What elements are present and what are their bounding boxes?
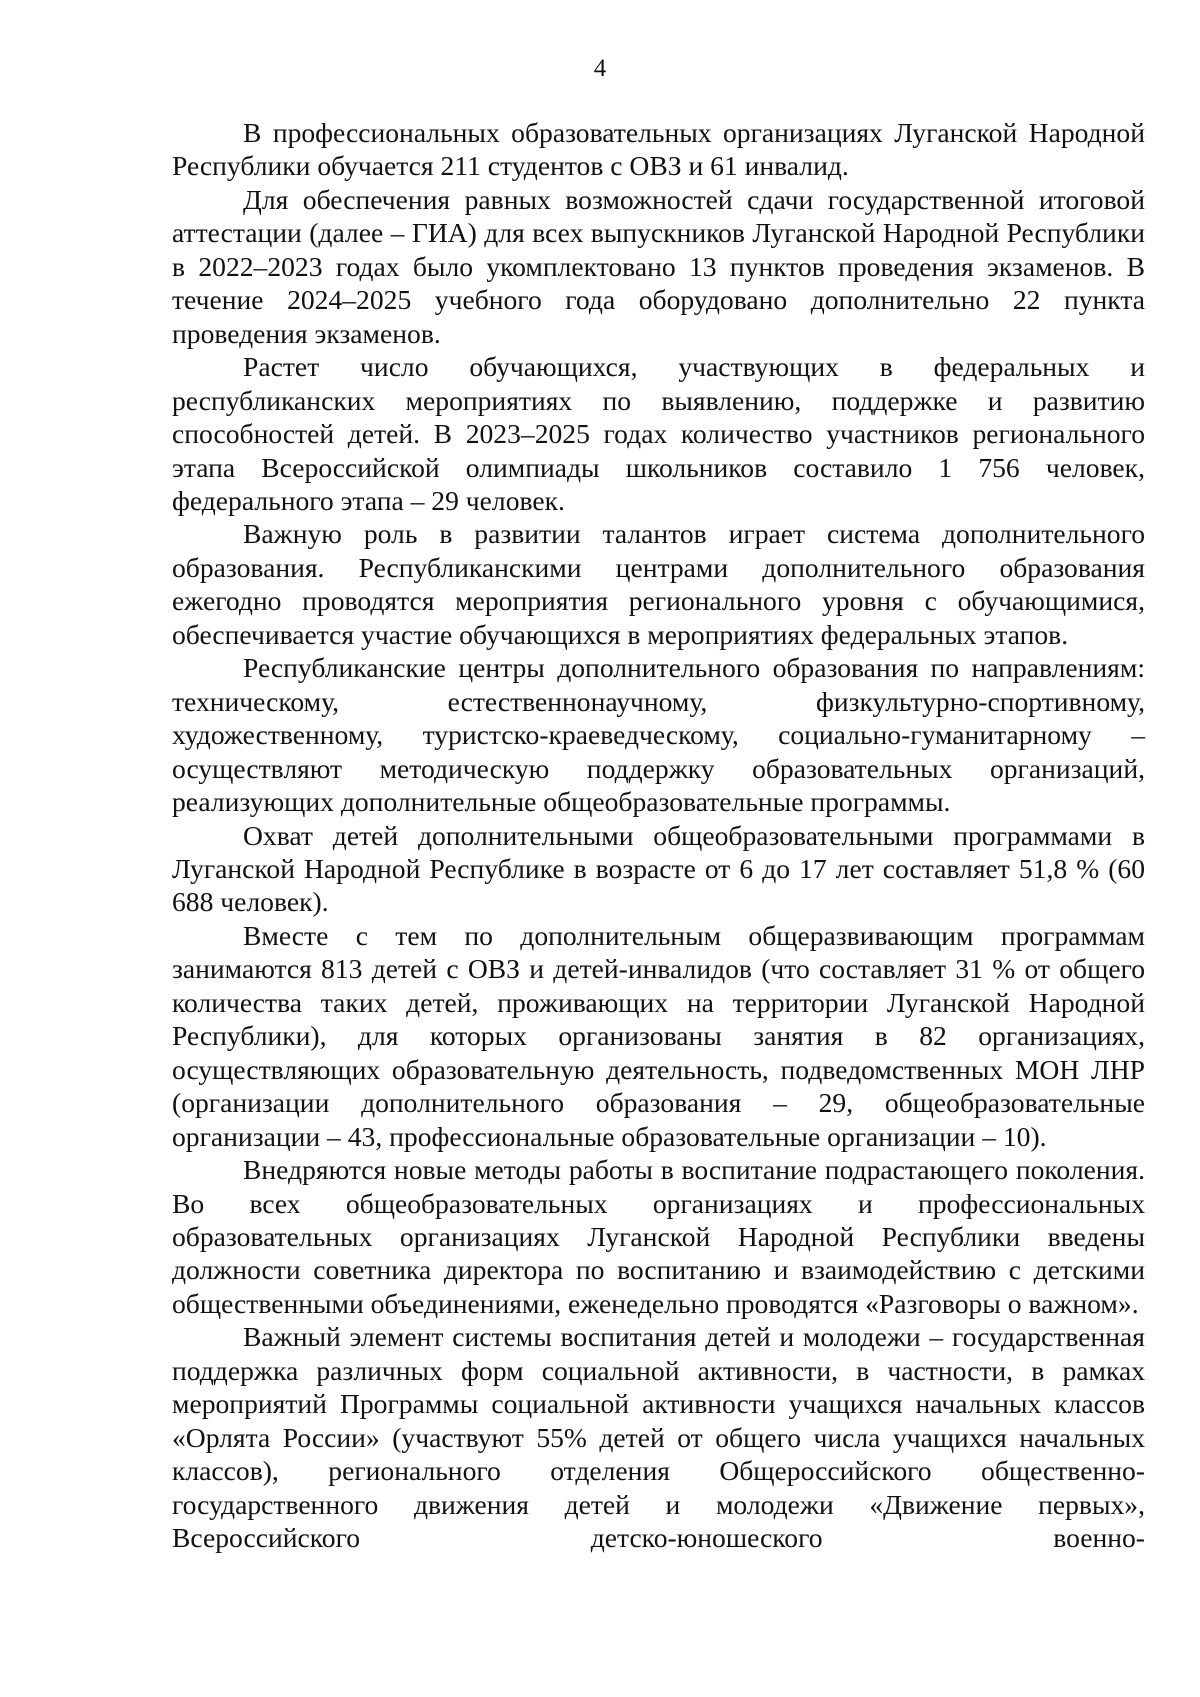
- paragraph-4: Важную роль в развитии талантов играет система дополнительного образования. Республиканскими центрами дополнительного образования ежегодно проводятся мероприятия регионального уровня с обучающимися, обеспечивается участие обучающихся в мероприятиях федеральных этапов.: [172, 518, 1145, 650]
- paragraph-9: Важный элемент системы воспитания детей и молодежи – государственная поддержка различных форм социальной активности, в частности, в рамках мероприятий Программы социальной активности учащихся начальных классов «Орлята России» (участвуют 55% детей от общего числа учащихся начальных классов), регионального отделения Общероссийского общественно-государственного движения детей и молодежи «Движение первых», Всероссийского детско-юношеского военно-: [172, 1321, 1145, 1554]
- paragraph-5: Республиканские центры дополнительного образования по направлениям: техническому, естественнонаучному, физкультурно-спортивному, художественному, туристско-краеведческому, социально-гуманитарному – осуществляют методическую поддержку образовательных организаций, реализующих дополнительные общеобразовательные программы.: [172, 652, 1145, 818]
- paragraph-2: Для обеспечения равных возможностей сдачи государственной итоговой аттестации (далее – ГИА) для всех выпускников Луганской Народной Республики в 2022–2023 годах было укомплектовано 13 пунктов проведения экзаменов. В течение 2024–2025 учебного года оборудовано дополнительно 22 пункта проведения экзаменов.: [172, 183, 1145, 349]
- paragraph-6: Охват детей дополнительными общеобразовательными программами в Луганской Народной Республике в возрасте от 6 до 17 лет составляет 51,8 % (60 688 человек).: [172, 819, 1145, 918]
- page-number: 4: [593, 55, 607, 82]
- paragraph-1: В профессиональных образовательных организациях Луганской Народной Республики обучается 211 студентов с ОВЗ и 61 инвалид.: [172, 117, 1145, 182]
- paragraph-8: Внедряются новые методы работы в воспитание подрастающего поколения. Во всех общеобразовательных организациях и профессиональных образовательных организациях Луганской Народной Республики введены должности советника директора по воспитанию и взаимодействию с детскими общественными объединениями, еженедельно проводятся «Разговоры о важном».: [172, 1154, 1145, 1319]
- paragraph-7: Вместе с тем по дополнительным общеразвивающим программам занимаются 813 детей с ОВЗ и детей-инвалидов (что составляет 31 % от общего количества таких детей, проживающих на территории Луганской Народной Республики), для которых организованы занятия в 82 организациях, осуществляющих образовательную деятельность, подведомственных МОН ЛНР (организации дополнительного образования – 29, общеобразовательные организации – 43, профессиональные образовательные организации – 10).: [172, 919, 1145, 1152]
- document-body: [172, 116, 1145, 1554]
- paragraph-3: Растет число обучающихся, участвующих в федеральных и республиканских мероприятиях по выявлению, поддержке и развитию способностей детей. В 2023–2025 годах количество участников регионального этапа Всероссийской олимпиады школьников составило 1 756 человек, федерального этапа – 29 человек.: [172, 351, 1145, 516]
